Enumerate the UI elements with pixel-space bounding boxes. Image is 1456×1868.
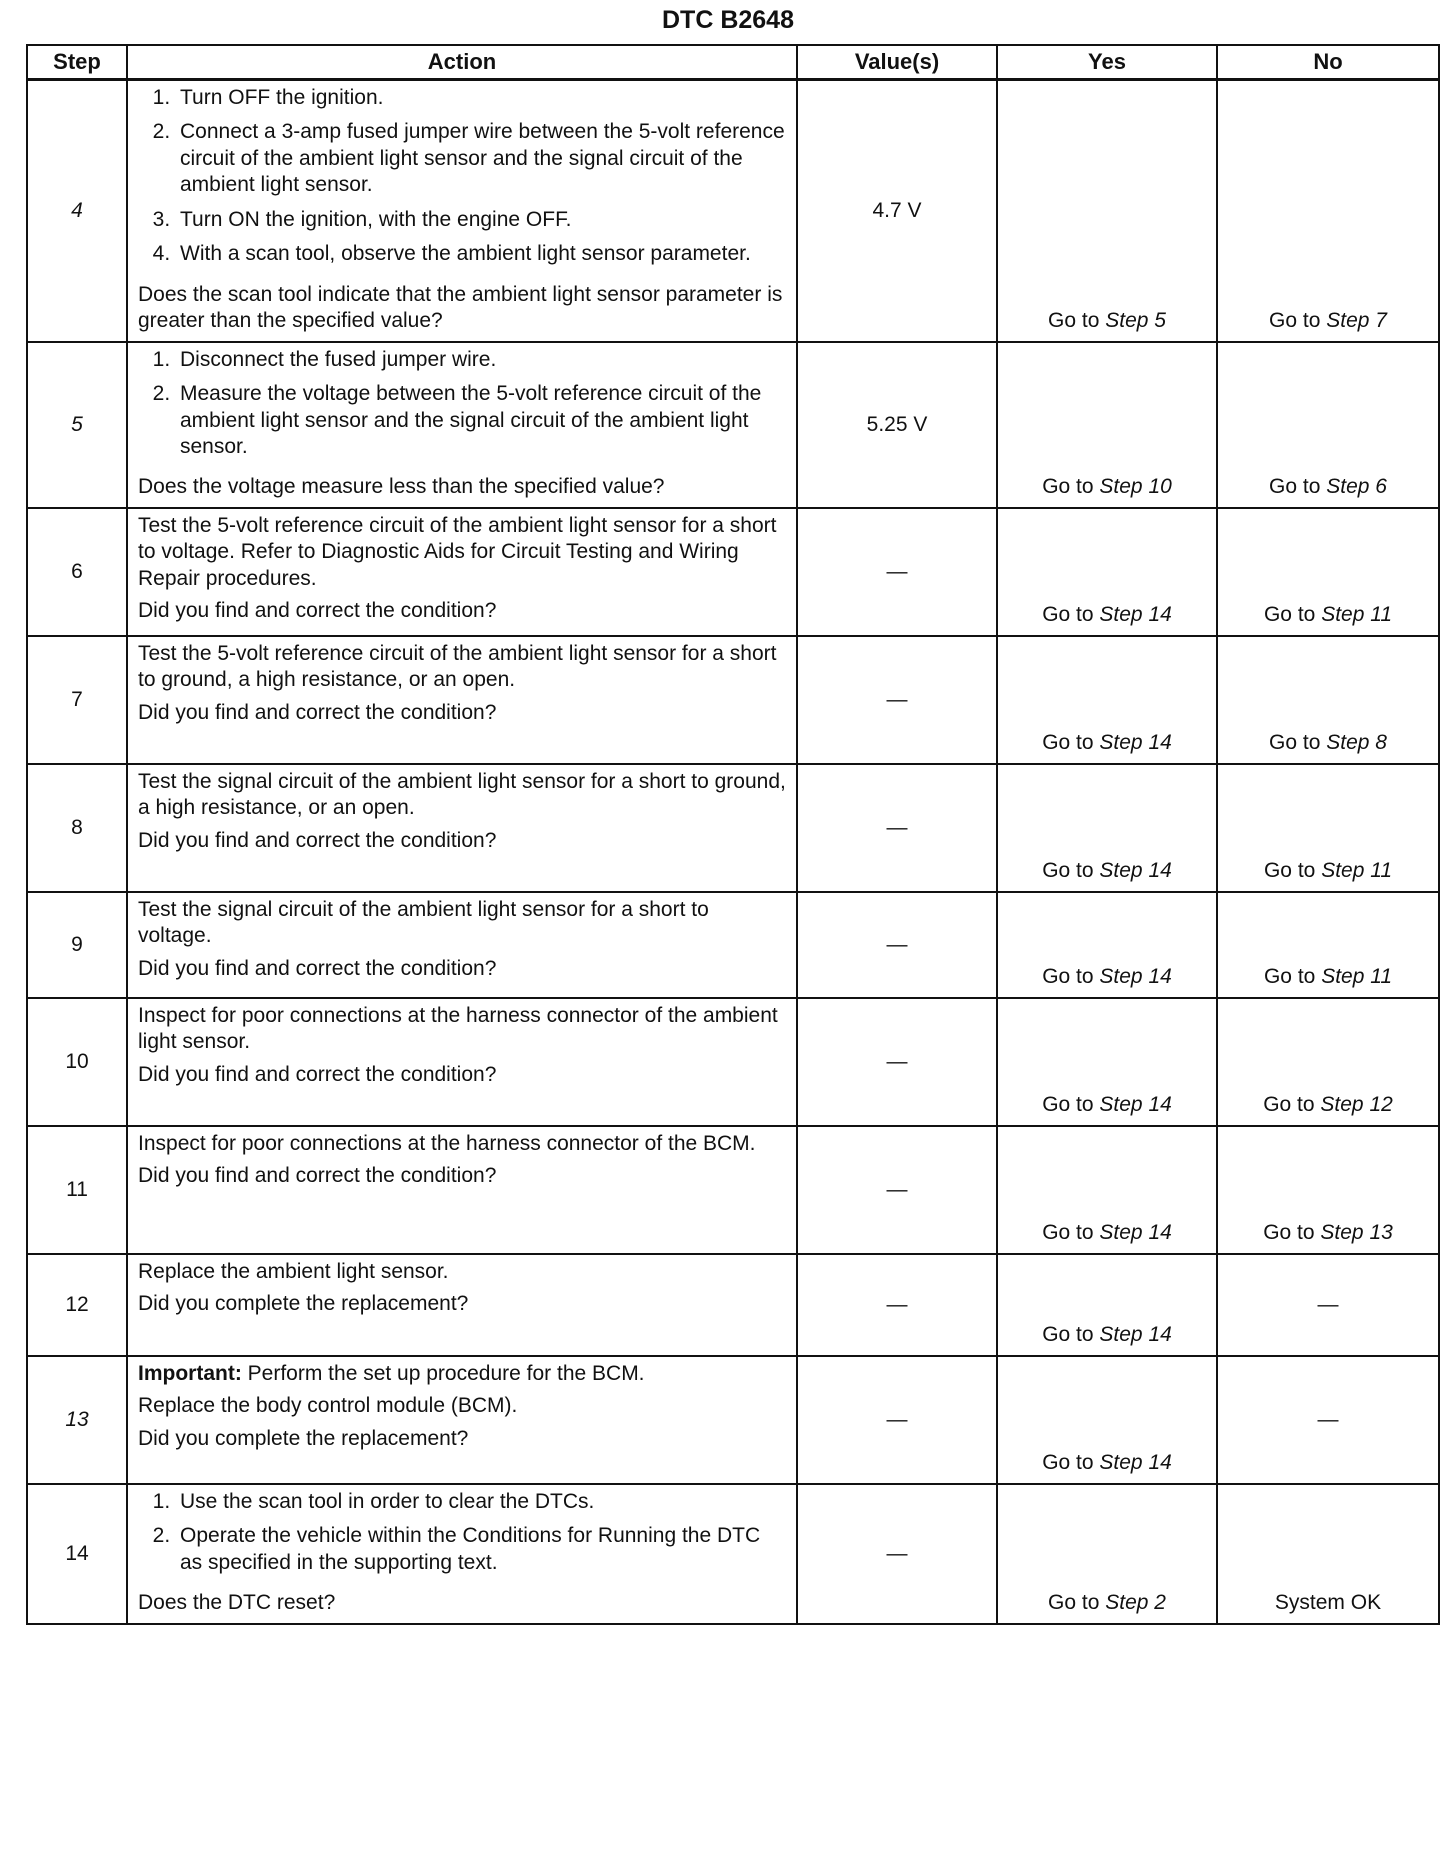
action-step: 3. Turn ON the ignition, with the engine OFF. <box>176 207 786 233</box>
no-target: Step 12 <box>1320 1093 1393 1117</box>
step-number: 7 <box>27 636 127 764</box>
no-target: Step 8 <box>1326 731 1387 755</box>
action-question: Does the scan tool indicate that the ambient light sensor parameter is greater than the specified value? <box>138 282 783 333</box>
no-target: Step 11 <box>1321 965 1393 989</box>
no-cell: — <box>1217 1254 1439 1356</box>
table-row <box>27 1254 1439 1356</box>
yes-target: Step 14 <box>1099 603 1172 627</box>
page-title: DTC B2648 <box>662 6 794 34</box>
table-row <box>27 342 1439 508</box>
no-target: Step 6 <box>1326 475 1387 499</box>
go-to-label: Go to <box>1263 859 1316 883</box>
table-row <box>27 636 1439 764</box>
table-row <box>27 508 1439 636</box>
yes-target: Step 2 <box>1105 1591 1166 1615</box>
no-cell <box>1217 636 1439 764</box>
go-to-label: Go to <box>1042 1093 1094 1117</box>
header-values: Value(s) <box>797 45 997 80</box>
yes-cell <box>997 998 1217 1126</box>
header-no: No <box>1217 45 1439 80</box>
action-cell <box>127 1254 797 1356</box>
action-cell <box>127 1484 797 1624</box>
important-text: Perform the set up procedure for the BCM. <box>247 1361 645 1385</box>
go-to-label: Go to <box>1263 965 1316 989</box>
action-question: Did you find and correct the condition? <box>138 828 497 852</box>
action-step: 1. Turn OFF the ignition. <box>176 85 786 111</box>
table-row <box>27 80 1439 342</box>
action-step: 2. Measure the voltage between the 5-volt reference circuit of the ambient light sensor and the signal circuit of the ambient light sensor. <box>176 381 786 460</box>
action-cell <box>127 998 797 1126</box>
no-cell <box>1217 1126 1439 1254</box>
action-step: 2. Operate the vehicle within the Conditions for Running the DTC as specified in the supporting text. <box>176 1523 786 1576</box>
action-text: Test the signal circuit of the ambient light sensor for a short to voltage. <box>138 897 709 948</box>
action-question: Does the voltage measure less than the specified value? <box>138 475 665 499</box>
important-label: Important: <box>138 1361 242 1385</box>
yes-target: Step 10 <box>1099 475 1172 499</box>
yes-cell <box>997 1254 1217 1356</box>
yes-cell <box>997 508 1217 636</box>
yes-target: Step 14 <box>1099 859 1172 883</box>
yes-target: Step 14 <box>1099 1323 1172 1347</box>
action-step: 2. Connect a 3-amp fused jumper wire between the 5-volt reference circuit of the ambient light sensor and the signal circuit of the ambient light sensor. <box>176 119 786 198</box>
step-number: 8 <box>27 764 127 892</box>
go-to-label: Go to <box>1042 475 1094 499</box>
action-question: Did you complete the replacement? <box>138 1292 469 1316</box>
step-number: 10 <box>27 998 127 1126</box>
no-target: Step 7 <box>1326 309 1387 333</box>
action-step: 4. With a scan tool, observe the ambient light sensor parameter. <box>176 241 786 267</box>
go-to-label: Go to <box>1042 1221 1094 1245</box>
go-to-label: Go to <box>1042 603 1094 627</box>
yes-target: Step 5 <box>1105 309 1166 333</box>
go-to-label: Go to <box>1042 1451 1094 1475</box>
action-cell <box>127 1356 797 1484</box>
action-cell <box>127 636 797 764</box>
yes-target: Step 14 <box>1099 1451 1172 1475</box>
no-cell <box>1217 80 1439 342</box>
yes-cell <box>997 1356 1217 1484</box>
action-cell <box>127 508 797 636</box>
header-row <box>27 45 1439 80</box>
table-row <box>27 998 1439 1126</box>
go-to-label: Go to <box>1269 731 1321 755</box>
yes-cell <box>997 764 1217 892</box>
value-cell: — <box>797 892 997 998</box>
no-cell <box>1217 508 1439 636</box>
yes-cell <box>997 636 1217 764</box>
step-number: 14 <box>27 1484 127 1624</box>
no-cell <box>1217 764 1439 892</box>
action-text: Test the 5-volt reference circuit of the ambient light sensor for a short to ground, a high resistance, or an open. <box>138 641 777 692</box>
action-text: Replace the ambient light sensor. <box>138 1259 449 1283</box>
action-steps <box>138 85 786 276</box>
no-target: Step 11 <box>1321 859 1393 883</box>
value-cell: 5.25 V <box>797 342 997 508</box>
action-cell <box>127 80 797 342</box>
value-cell: — <box>797 636 997 764</box>
action-text: Inspect for poor connections at the harness connector of the ambient light sensor. <box>138 1003 778 1054</box>
action-question: Did you find and correct the condition? <box>138 1062 497 1086</box>
no-cell: System OK <box>1217 1484 1439 1624</box>
step-number: 11 <box>27 1126 127 1254</box>
value-cell: — <box>797 998 997 1126</box>
yes-cell <box>997 1484 1217 1624</box>
go-to-label: Go to <box>1042 859 1094 883</box>
step-number: 13 <box>27 1356 127 1484</box>
action-cell <box>127 342 797 508</box>
yes-target: Step 14 <box>1099 731 1172 755</box>
go-to-label: Go to <box>1042 1323 1094 1347</box>
header-action: Action <box>127 45 797 80</box>
no-cell <box>1217 998 1439 1126</box>
diagnostic-table <box>26 44 1440 1625</box>
go-to-label: Go to <box>1042 731 1094 755</box>
no-cell <box>1217 892 1439 998</box>
yes-target: Step 14 <box>1099 1221 1172 1245</box>
go-to-label: Go to <box>1263 603 1316 627</box>
go-to-label: Go to <box>1263 1093 1315 1117</box>
step-number: 6 <box>27 508 127 636</box>
value-cell: — <box>797 1356 997 1484</box>
yes-cell <box>997 342 1217 508</box>
table-row <box>27 1356 1439 1484</box>
go-to-label: Go to <box>1269 309 1321 333</box>
value-cell: — <box>797 1254 997 1356</box>
action-steps <box>138 1489 786 1584</box>
step-number: 9 <box>27 892 127 998</box>
value-cell: — <box>797 1484 997 1624</box>
header-step: Step <box>27 45 127 80</box>
value-cell: — <box>797 508 997 636</box>
no-target: Step 13 <box>1320 1221 1393 1245</box>
go-to-label: Go to <box>1263 1221 1315 1245</box>
important-note <box>138 1361 786 1387</box>
yes-target: Step 14 <box>1099 965 1172 989</box>
action-question: Did you complete the replacement? <box>138 1426 469 1450</box>
table-row <box>27 764 1439 892</box>
action-text: Inspect for poor connections at the harness connector of the BCM. <box>138 1131 756 1155</box>
value-cell: — <box>797 1126 997 1254</box>
go-to-label: Go to <box>1048 309 1100 333</box>
table-row <box>27 1126 1439 1254</box>
action-text: Test the 5-volt reference circuit of the ambient light sensor for a short to voltage. Refer to Diagnostic Aids for Circuit Testing and Wiring Repair procedures. <box>138 513 777 590</box>
no-cell <box>1217 342 1439 508</box>
go-to-label: Go to <box>1048 1591 1100 1615</box>
action-step: 1. Use the scan tool in order to clear the DTCs. <box>176 1489 786 1515</box>
header-yes: Yes <box>997 45 1217 80</box>
value-cell: — <box>797 764 997 892</box>
no-target: Step 11 <box>1321 603 1393 627</box>
no-cell: — <box>1217 1356 1439 1484</box>
action-cell <box>127 1126 797 1254</box>
go-to-label: Go to <box>1042 965 1094 989</box>
action-question: Did you find and correct the condition? <box>138 599 497 623</box>
yes-cell <box>997 80 1217 342</box>
step-number: 5 <box>27 342 127 508</box>
table-row <box>27 1484 1439 1624</box>
yes-target: Step 14 <box>1099 1093 1172 1117</box>
yes-cell <box>997 1126 1217 1254</box>
value-cell: 4.7 V <box>797 80 997 342</box>
action-question: Does the DTC reset? <box>138 1591 336 1615</box>
action-question: Did you find and correct the condition? <box>138 956 497 980</box>
action-question: Did you find and correct the condition? <box>138 1164 497 1188</box>
action-text: Replace the body control module (BCM). <box>138 1394 518 1418</box>
action-step: 1. Disconnect the fused jumper wire. <box>176 347 786 373</box>
action-text: Test the signal circuit of the ambient light sensor for a short to ground, a high resistance, or an open. <box>138 769 786 820</box>
action-steps <box>138 347 786 469</box>
yes-cell <box>997 892 1217 998</box>
action-question: Did you find and correct the condition? <box>138 700 497 724</box>
action-cell <box>127 892 797 998</box>
step-number: 4 <box>27 80 127 342</box>
go-to-label: Go to <box>1269 475 1321 499</box>
step-number: 12 <box>27 1254 127 1356</box>
table-row <box>27 892 1439 998</box>
action-cell <box>127 764 797 892</box>
